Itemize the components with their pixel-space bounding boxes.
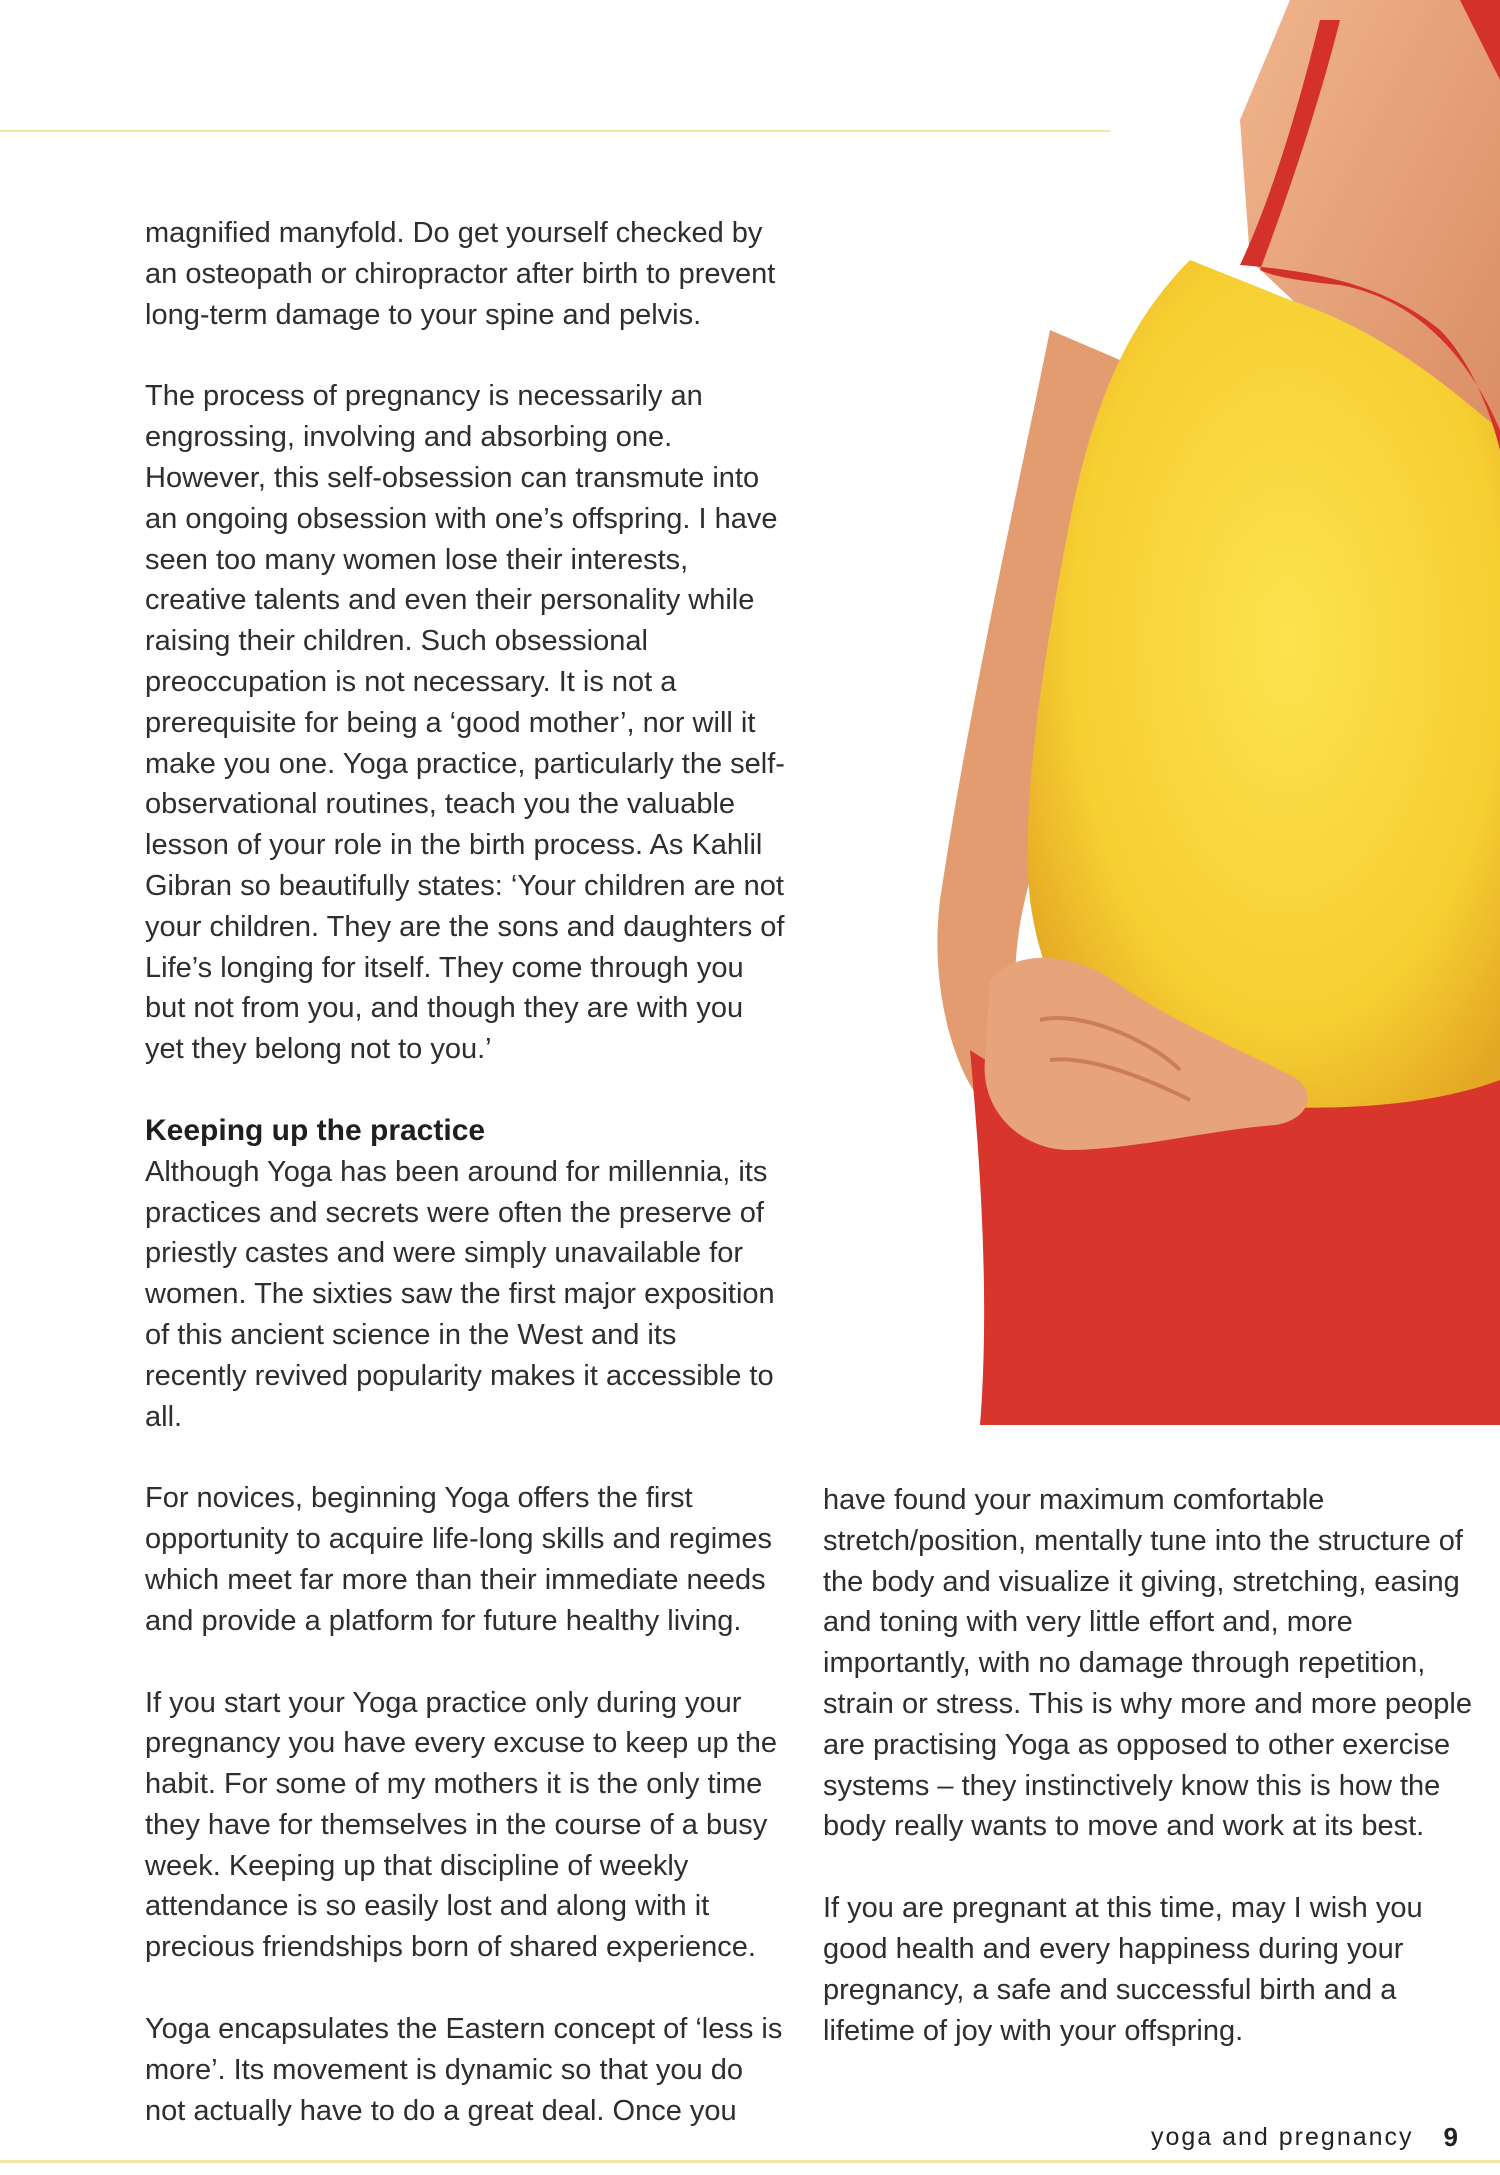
paragraph-yoga-history: Although Yoga has been around for millennia, its practices and secrets were often the preserve of priestly castes and were simply unavailable for women. The sixties saw the first major exposition of this ancient science in the West and its recently revived popularity makes it accessible to all. — [145, 1155, 775, 1433]
paragraph-stretch: have found your maximum comfortable stretch/position, mentally tune into the structure of the body and visualize it giving, stretching, easing and toning with very little effort and, more importantly, with no damage through repetition, strain or stress. This is why more and more people are practising Yoga as opposed to other exercise systems – they instinctively know this is how the body really wants to move and work at its best. — [823, 1484, 1473, 1843]
section-heading: Keeping up the practice — [145, 1113, 486, 1147]
pregnant-woman-photo — [820, 0, 1500, 1425]
paragraph-keep-habit: If you start your Yoga practice only during your pregnancy you have every excuse to keep up the habit. For some of my mothers it is the only time they have for themselves in the course of a busy week. Keeping up that discipline of weekly attendance is so easily lost and along with it precious friendships born of shared experience. — [145, 1686, 777, 1964]
bottom-rule — [0, 2160, 1500, 2163]
paragraph-osteopath: magnified manyfold. Do get yourself checked by an osteopath or chiropractor after birth to prevent long-term damage to your spine and pelvis. — [145, 217, 776, 331]
paragraph-good-wishes: If you are pregnant at this time, may I wish you good health and every happiness during your pregnancy, a safe and successful birth and a lifetime of joy with your offspring. — [823, 1892, 1423, 2047]
paragraph-self-obsession: The process of pregnancy is necessarily an engrossing, involving and absorbing one. However, this self-obsession can transmute into an ongoing obsession with one’s offspring. I have seen too many women lose their interests, creative talents and even their personality while raising their children. Such obsessional preoccupation is not necessary. It is not a prerequisite for being a ‘good mother’, nor will it make you one. Yoga practice, particularly the self-observational routines, teach you the valuable lesson of your role in the birth process. As Kahlil Gibran so beautifully states: ‘Your children are not your children. They are the sons and daughters of Life’s longing for itself. They come through you but not from you, and though they are with you yet they belong not to you.’ — [145, 380, 785, 1066]
paragraph-less-is-more: Yoga encapsulates the Eastern concept of ‘less is more’. Its movement is dynamic so that you do not actually have to do a great deal. Once you — [145, 2013, 783, 2127]
page-footer — [1151, 2117, 1458, 2157]
pregnancy-belly-illustration — [820, 0, 1500, 1425]
paragraph-novices: For novices, beginning Yoga offers the first opportunity to acquire life-long skills and regimes which meet far more than their immediate needs and provide a platform for future healthy living. — [145, 1482, 773, 1637]
page-number: 9 — [1443, 2121, 1458, 2152]
right-column — [823, 1480, 1473, 2092]
left-column — [145, 213, 785, 2172]
running-title: yoga and pregnancy — [1150, 2122, 1414, 2151]
